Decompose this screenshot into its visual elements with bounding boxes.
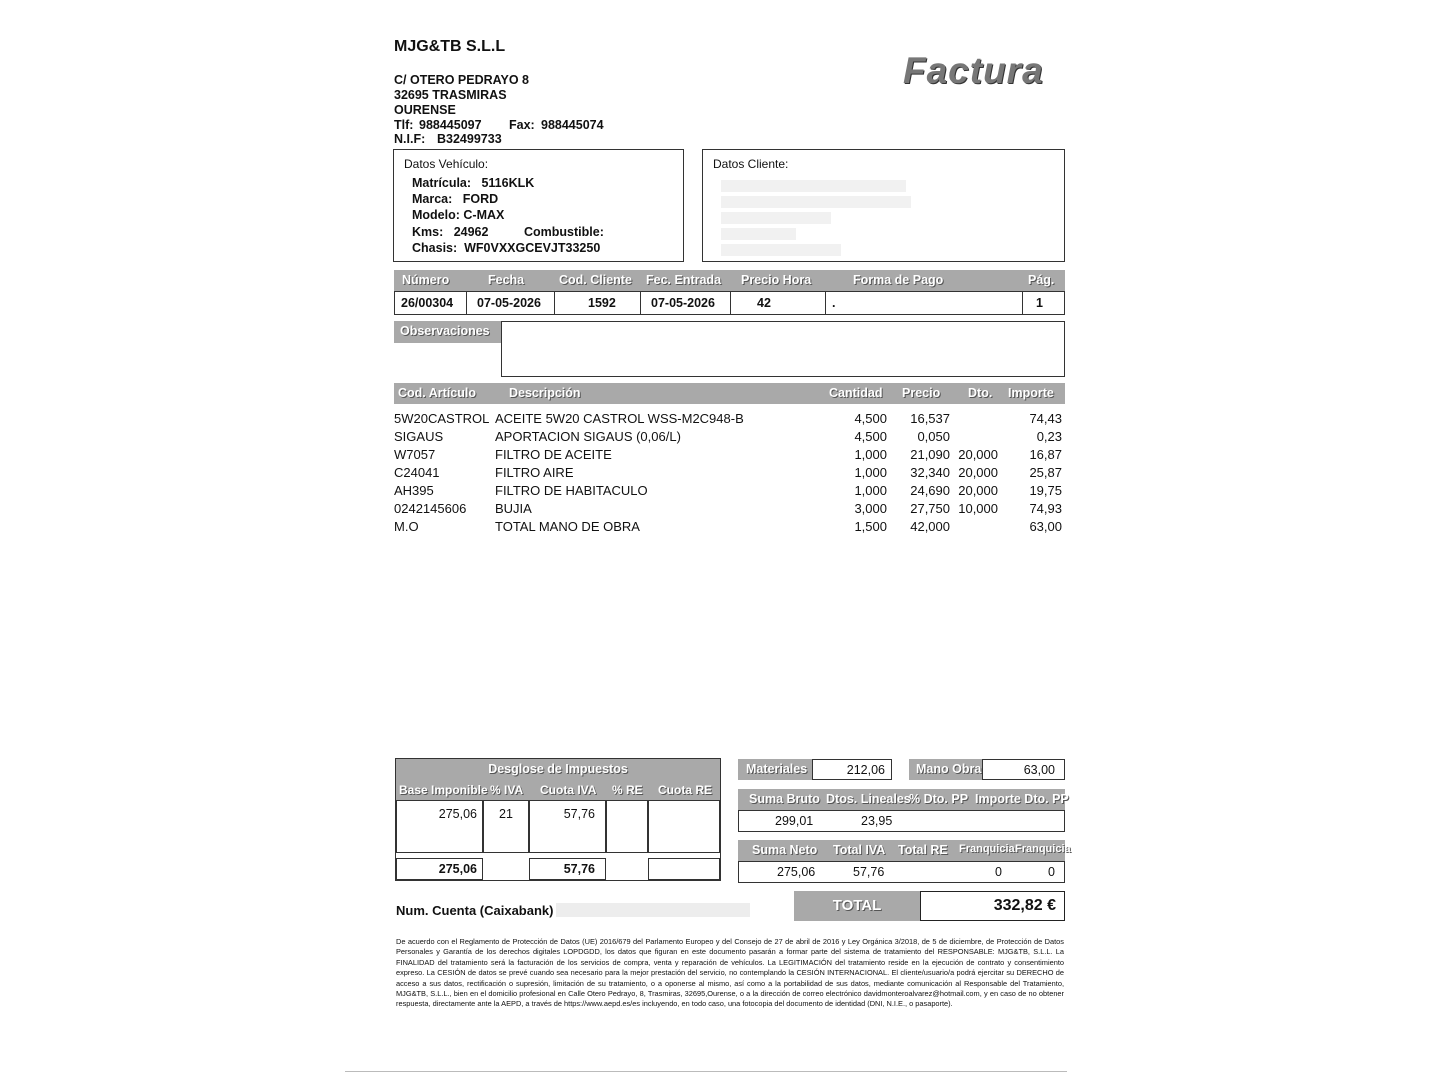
company-phone-label: Tlf: (394, 118, 414, 132)
item-amount: 74,43 (1029, 411, 1062, 426)
item-quantity: 1,000 (854, 483, 887, 498)
kms-label: Kms: (412, 225, 444, 239)
item-row (394, 519, 1065, 537)
invoice-number: 26/00304 (401, 296, 454, 310)
company-province: OURENSE (394, 103, 456, 117)
franchise-1-label: Franquicia (959, 843, 1015, 855)
client-box-title: Datos Cliente: (713, 157, 789, 171)
tax-header-iva-pct: % IVA (490, 783, 524, 797)
column-divider (554, 292, 555, 314)
page-edge-line (345, 1071, 1067, 1072)
column-divider (466, 292, 467, 314)
items-header-discount: Dto. (968, 386, 993, 400)
tax-breakdown (395, 758, 721, 881)
net-values (738, 861, 1065, 883)
fuel-label: Combustible: (524, 225, 604, 239)
item-quantity: 1,500 (854, 519, 887, 534)
tax-total-re (648, 858, 720, 880)
observations-box (501, 321, 1065, 377)
meta-header-payment: Forma de Pago (853, 273, 944, 287)
net-label: Suma Neto (752, 843, 818, 857)
item-amount: 63,00 (1029, 519, 1062, 534)
pp-discount-label: Importe Dto. PP (975, 792, 1069, 806)
redacted-block (556, 903, 750, 917)
item-row (394, 501, 1065, 519)
item-row (394, 411, 1065, 429)
item-amount: 16,87 (1029, 447, 1062, 462)
meta-header-hour-price: Precio Hora (741, 273, 812, 287)
entry-date: 07-05-2026 (651, 296, 715, 310)
line-discounts-label: Dtos. Lineales (826, 792, 911, 806)
item-description: TOTAL MANO DE OBRA (495, 519, 640, 534)
redacted-block (721, 212, 831, 224)
line-discounts-value: 23,95 (861, 814, 893, 828)
items-header-quantity: Cantidad (829, 386, 883, 400)
iva-total-label: Total IVA (833, 843, 886, 857)
item-description: FILTRO DE ACEITE (495, 447, 612, 462)
labour-value: 63,00 (982, 759, 1065, 780)
item-quantity: 1,000 (854, 465, 887, 480)
item-row (394, 429, 1065, 447)
redacted-block (721, 196, 911, 208)
company-name: MJG&TB S.L.L (394, 38, 506, 55)
total-value: 332,82 € (920, 891, 1065, 921)
item-price: 32,340 (910, 465, 950, 480)
item-code: AH395 (394, 483, 434, 498)
payment-method: . (832, 296, 836, 310)
company-address: C/ OTERO PEDRAYO 8 (394, 73, 529, 87)
document-title: Factura (903, 50, 1044, 91)
item-quantity: 4,500 (854, 411, 887, 426)
item-amount: 0,23 (1036, 429, 1062, 444)
column-divider (1022, 292, 1023, 314)
item-description: FILTRO AIRE (495, 465, 574, 480)
tax-re-pct (606, 800, 648, 853)
model-value: C-MAX (463, 208, 505, 222)
item-price: 24,690 (910, 483, 950, 498)
item-row (394, 483, 1065, 501)
client-code: 1592 (588, 296, 616, 310)
tax-base: 275,06 (396, 800, 483, 853)
item-price: 27,750 (910, 501, 950, 516)
tax-breakdown-title: Desglose de Impuestos (396, 759, 720, 780)
bank-account-label: Num. Cuenta (Caixabank) (396, 903, 554, 918)
item-quantity: 1,000 (854, 447, 887, 462)
page-number: 1 (1036, 296, 1043, 310)
tax-total-iva: 57,76 (529, 858, 606, 880)
item-price: 42,000 (910, 519, 950, 534)
vehicle-box-title: Datos Vehículo: (404, 157, 489, 171)
item-price: 21,090 (910, 447, 950, 462)
net-header (738, 840, 1071, 861)
item-code: 0242145606 (394, 501, 467, 516)
company-nif-label: N.I.F: (394, 132, 426, 146)
item-code: C24041 (394, 465, 440, 480)
item-discount: 20,000 (958, 483, 998, 498)
vehicle-data-box (393, 149, 684, 262)
brand-label: Marca: (412, 192, 453, 206)
column-divider (640, 292, 641, 314)
company-fax: 988445074 (541, 118, 604, 132)
tax-breakdown-header (396, 780, 720, 800)
hour-price: 42 (757, 296, 771, 310)
item-price: 0,050 (917, 429, 950, 444)
meta-header-page: Pág. (1028, 273, 1055, 287)
item-code: M.O (394, 519, 419, 534)
tax-header-iva-amount: Cuota IVA (540, 783, 597, 797)
gross-value: 299,01 (775, 814, 814, 828)
tax-header-re-pct: % RE (612, 783, 643, 797)
plate-label: Matrícula: (412, 176, 472, 190)
company-nif: B32499733 (437, 132, 502, 146)
kms-value: 24962 (453, 225, 489, 239)
invoice-meta-header (394, 270, 1065, 291)
item-description: APORTACION SIGAUS (0,06/L) (495, 429, 681, 444)
tax-total-base: 275,06 (396, 858, 483, 880)
column-divider (730, 292, 731, 314)
plate-value: 5116KLK (481, 176, 535, 190)
item-description: ACEITE 5W20 CASTROL WSS-M2C948-B (495, 411, 744, 426)
brand-value: FORD (462, 192, 499, 206)
redacted-block (721, 180, 906, 192)
item-code: 5W20CASTROL (394, 411, 490, 426)
item-amount: 25,87 (1029, 465, 1062, 480)
tax-header-re-amount: Cuota RE (658, 783, 712, 797)
items-header-amount: Importe (1008, 386, 1054, 400)
item-amount: 74,93 (1029, 501, 1062, 516)
chassis-label: Chasis: (412, 241, 458, 255)
tax-re-amount (648, 800, 720, 853)
invoice-meta-values (394, 291, 1065, 315)
chassis-value: WF0VXXGCEVJT33250 (464, 241, 601, 255)
total-label: TOTAL (794, 891, 920, 921)
gross-values (738, 810, 1065, 832)
gross-header (738, 789, 1069, 810)
tax-iva-pct: 21 (483, 800, 529, 853)
model-label: Modelo: (412, 208, 460, 222)
item-discount: 20,000 (958, 447, 998, 462)
items-header-price: Precio (902, 386, 941, 400)
materials-value: 212,06 (812, 759, 892, 780)
item-row (394, 465, 1065, 483)
meta-header-client-code: Cod. Cliente (559, 273, 632, 287)
items-header-code: Cod. Artículo (398, 386, 477, 400)
franchise-2-value: 0 (1048, 865, 1055, 879)
tax-iva-amount: 57,76 (529, 800, 606, 853)
meta-header-number: Número (402, 273, 450, 287)
invoice-date: 07-05-2026 (477, 296, 541, 310)
item-price: 16,537 (910, 411, 950, 426)
company-phone: 988445097 (419, 118, 482, 132)
materials-label: Materiales (738, 759, 812, 780)
franchise-1-value: 0 (995, 865, 1002, 879)
item-description: FILTRO DE HABITACULO (495, 483, 648, 498)
item-quantity: 4,500 (854, 429, 887, 444)
gross-label: Suma Bruto (749, 792, 820, 806)
item-amount: 19,75 (1029, 483, 1062, 498)
tax-header-base: Base Imponible (399, 783, 488, 797)
net-value: 275,06 (777, 865, 816, 879)
item-row (394, 447, 1065, 465)
iva-total-value: 57,76 (853, 865, 885, 879)
items-header-description: Descripción (509, 386, 581, 400)
item-quantity: 3,000 (854, 501, 887, 516)
company-fax-label: Fax: (509, 118, 535, 132)
observations-label: Observaciones (394, 321, 501, 343)
item-discount: 10,000 (958, 501, 998, 516)
item-discount: 20,000 (958, 465, 998, 480)
company-postal-city: 32695 TRASMIRAS (394, 88, 507, 102)
item-code: SIGAUS (394, 429, 444, 444)
meta-header-date: Fecha (488, 273, 525, 287)
data-protection-notice: De acuerdo con el Reglamento de Protección de Datos (UE) 2016/679 del Parlamento Europeo y del Consejo de 27 de abril de 2016 y Ley Orgánica 3/2018, de 5 de diciembre, de Protección de Datos Personales y Garantía de los derechos digitales LOPDGDD, los datos que figuran en este documento pasarán a formar parte del sistema de tratamiento del RESPONSABLE: MJG&TB, S.L.L. La FINALIDAD del tratamiento será la facturación de los servicios de compra, venta y reparación de vehículos. La LEGITIMACIÓN del tratamiento reside en la ejecución de contrato y consentimiento expreso. La CESIÓN de datos se prevé cuando sea necesario para la mejor prestación del servicio, no contemplando la CESIÓN INTERNACIONAL. El cliente/usuario/a podrá ejercitar su DERECHO de acceso a sus datos, rectificación o supresión, limitación de su tratamiento, o a oponerse al mismo, así como a la portabilidad de sus datos, mediante comunicación al Responsable del Tratamiento, MJG&TB, S.L.L., bien en el domicilio profesional en Calle Otero Pedrayo, 8, Trasmiras, 32695,Ourense, o a la dirección de correo electrónico davidmonteroalvarez@hotmail.com, y en caso de no obtener respuesta, directamente ante la AEPD, a través de https://www.aepd.es/es incluyendo, en todo caso, una fotocopia del documento de identidad (DNI, N.I.E., o pasaporte). (396, 937, 1064, 1009)
labour-label: Mano Obra (909, 759, 982, 780)
pp-discount-pct-label: % Dto. PP (909, 792, 969, 806)
franchise-2-label: Franquicia (1015, 843, 1071, 855)
column-divider (825, 292, 826, 314)
redacted-block (721, 228, 796, 240)
meta-header-entry-date: Fec. Entrada (646, 273, 722, 287)
re-total-label: Total RE (898, 843, 948, 857)
item-code: W7057 (394, 447, 436, 462)
redacted-block (721, 244, 841, 256)
item-description: BUJIA (495, 501, 532, 516)
client-data-box (702, 149, 1065, 262)
items-header (394, 383, 1065, 404)
